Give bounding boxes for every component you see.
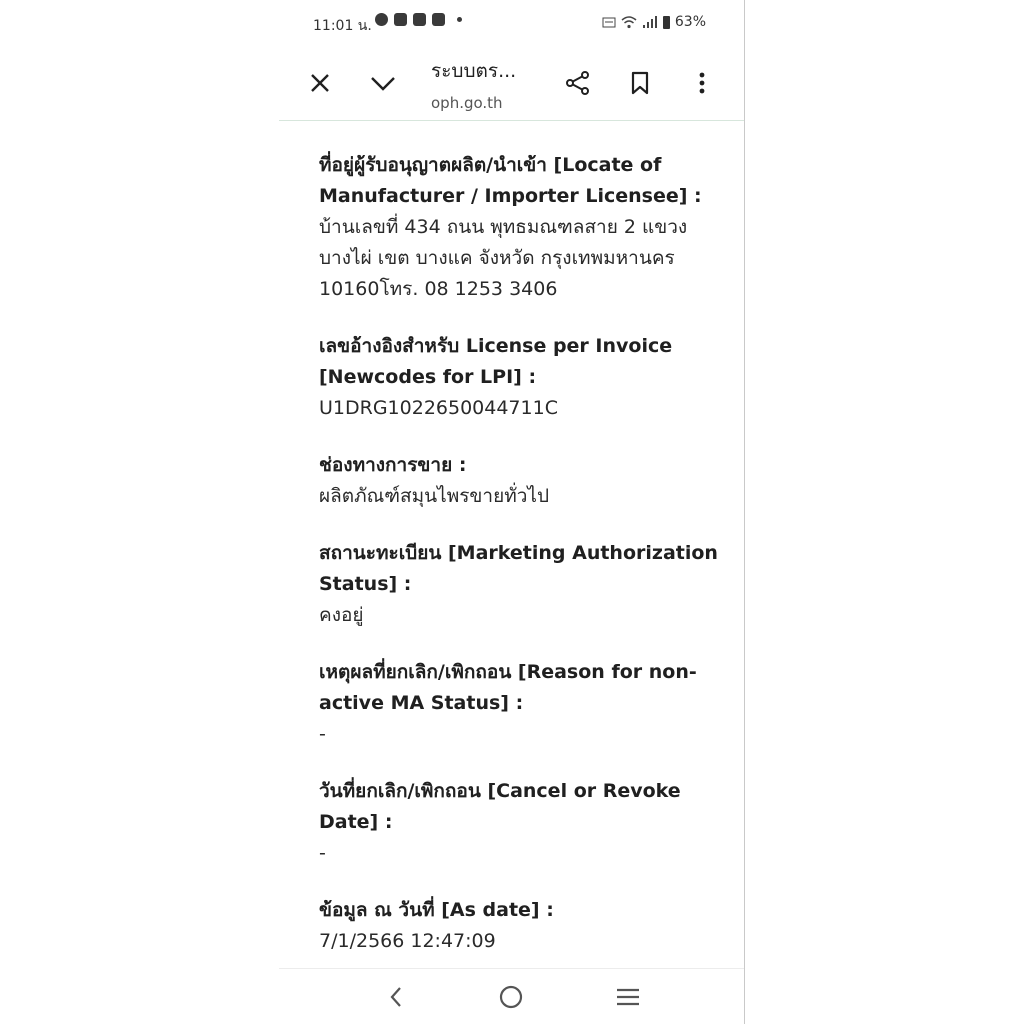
home-button[interactable] [493,981,529,1013]
minimize-button[interactable] [363,63,403,103]
field-label: สถานะทะเบียน [Marketing Authorization Status] : [319,542,718,595]
app-icon [432,13,445,26]
home-icon [498,984,524,1010]
field-value: คงอยู่ [319,604,364,626]
notification-icons [375,13,462,26]
chevron-down-icon [370,72,396,94]
battery-percent: 63% [674,14,706,30]
bookmark-icon [630,71,650,95]
field-value: U1DRG1022650044711C [319,397,558,419]
system-nav-bar [279,968,744,1024]
field-revoke-date [319,776,719,869]
close-icon [309,72,331,94]
registration-details [319,150,719,983]
status-time: 11:01 น. [313,18,372,34]
field-lpi-code [319,331,719,424]
wifi-icon [621,15,637,29]
back-icon [389,985,403,1009]
page-url: oph.go.th [431,94,503,112]
line-icon [375,13,388,26]
gallery-icon [394,13,407,26]
phone-edge [744,0,745,1024]
back-button[interactable] [378,981,414,1013]
field-label: เลขอ้างอิงสำหรับ License per Invoice [Newcodes for LPI] : [319,335,673,388]
field-sales-channel [319,450,719,512]
field-as-date [319,895,719,957]
page-title-area[interactable] [431,56,551,112]
close-button[interactable] [300,63,340,103]
toolbar-divider [279,120,744,121]
field-label: เหตุผลที่ยกเลิก/เพิกถอน [Reason for non-active MA Status] : [319,661,697,714]
browser-toolbar [279,46,744,120]
field-inactive-reason [319,657,719,750]
share-button[interactable] [558,63,598,103]
bookmark-button[interactable] [620,63,660,103]
field-label: วันที่ยกเลิก/เพิกถอน [Cancel or Revoke Date] : [319,780,681,833]
recents-icon [616,987,640,1007]
status-bar [279,0,744,46]
field-manufacturer-address [319,150,719,305]
field-label: ช่องทางการขาย : [319,454,467,476]
status-right [602,14,706,30]
field-value: 7/1/2566 12:47:09 [319,930,496,952]
field-value: - [319,723,326,745]
share-icon [565,70,591,96]
more-notifications-icon [457,17,462,22]
field-ma-status [319,538,719,631]
recents-button[interactable] [610,981,646,1013]
battery-icon [663,16,670,29]
field-value: - [319,842,326,864]
field-value: บ้านเลขที่ 434 ถนน พุทธมณฑลสาย 2 แขวง บางไผ่ เขต บางแค จังหวัด กรุงเทพมหานคร 10160โทร. 08 1253 3406 [319,216,688,300]
signal-icon [642,15,658,29]
app-icon [413,13,426,26]
more-vert-icon [698,71,706,95]
field-value: ผลิตภัณฑ์สมุนไพรขายทั่วไป [319,485,550,507]
phone-screen [279,0,744,1024]
field-label: ที่อยู่ผู้รับอนุญาตผลิต/นำเข้า [Locate of Manufacturer / Importer Licensee] : [319,154,702,207]
more-options-button[interactable] [682,63,722,103]
page-title: ระบบตร... [431,60,517,82]
field-label: ข้อมูล ณ วันที่ [As date] : [319,899,554,921]
volte-icon [602,15,616,29]
